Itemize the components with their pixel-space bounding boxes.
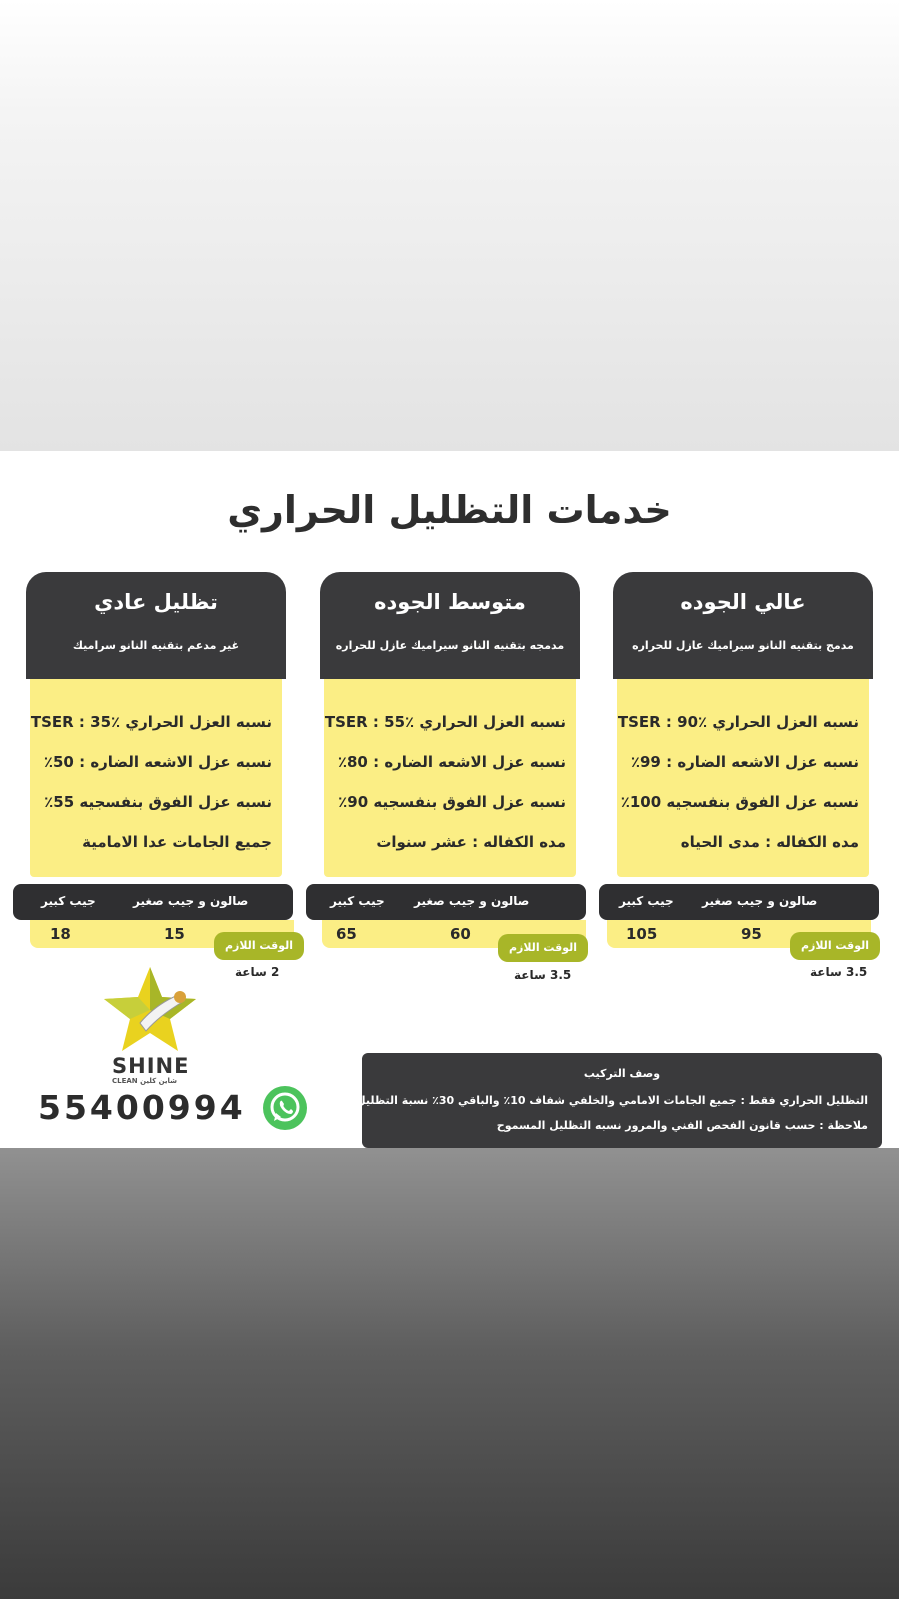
feature-tser: نسبه العزل الحراري TSER : 55٪ (324, 713, 566, 731)
feature-warranty: مده الكفاله : مدى الحياه (680, 833, 859, 851)
time-badge: الوقت اللازم (498, 934, 588, 962)
install-line-2: ملاحظة : حسب قانون الفحص الفني والمرور نسبه التظليل المسموح (496, 1119, 868, 1132)
card-subtitle: مدمج بتقنيه النانو سيراميك عازل للحراره (632, 639, 854, 652)
size-large-label: جيب كبير (330, 894, 385, 908)
size-small-label: صالون و جيب صغير (414, 894, 530, 908)
size-large-label: جيب كبير (41, 894, 96, 908)
card-subtitle: مدمجه بتقنيه النانو سيراميك عازل للحراره (335, 639, 565, 652)
feature-harmful-rays: نسبه عزل الاشعه الضاره : 99٪ (630, 753, 859, 771)
price-small: 60 (450, 925, 471, 943)
card-features (30, 679, 282, 877)
time-value: 3.5 ساعة (514, 968, 572, 982)
shine-logo-icon (100, 965, 200, 1055)
brand-name: SHINE (112, 1054, 190, 1078)
card-features (324, 679, 576, 877)
size-bar (13, 884, 293, 920)
price-large: 105 (626, 925, 658, 943)
price-large: 65 (336, 925, 357, 943)
card-header (613, 572, 873, 679)
feature-coverage: جميع الجامات عدا الامامية (82, 833, 272, 851)
size-small-label: صالون و جيب صغير (133, 894, 249, 908)
time-badge: الوقت اللازم (214, 932, 304, 960)
size-small-label: صالون و جيب صغير (702, 894, 818, 908)
card-name: عالي الجوده (680, 590, 806, 614)
phone-number[interactable]: 55400994 (38, 1088, 246, 1127)
time-badge: الوقت اللازم (790, 932, 880, 960)
card-name: متوسط الجوده (374, 590, 526, 614)
card-features (617, 679, 869, 877)
card-header (26, 572, 286, 679)
price-large: 18 (50, 925, 71, 943)
install-line-1: التظليل الحراري فقط : جميع الجامات الامامي والخلفي شفاف 10٪ والباقي 30٪ نسبة التظليل (356, 1094, 868, 1107)
card-subtitle: غير مدعم بتقنيه النانو سراميك (72, 639, 240, 652)
size-bar (306, 884, 586, 920)
price-small: 95 (741, 925, 762, 943)
brand-sub: CLEAN شاين كلين (112, 1077, 178, 1085)
bottom-background (0, 1148, 899, 1599)
install-title: وصف التركيب (583, 1067, 661, 1080)
size-bar (599, 884, 879, 920)
feature-harmful-rays: نسبه عزل الاشعه الضاره : 80٪ (337, 753, 566, 771)
page-title: خدمات التظليل الحراري (227, 488, 672, 532)
feature-tser: نسبه العزل الحراري TSER : 90٪ (617, 713, 859, 731)
feature-harmful-rays: نسبه عزل الاشعه الضاره : 50٪ (43, 753, 272, 771)
time-value: 2 ساعة (235, 965, 280, 979)
feature-tser: نسبه العزل الحراري TSER : 35٪ (30, 713, 272, 731)
feature-warranty: مده الكفاله : عشر سنوات (376, 833, 566, 851)
card-name: تظليل عادي (94, 590, 218, 614)
feature-uv: نسبه عزل الفوق بنفسجيه 90٪ (338, 793, 566, 811)
time-value: 3.5 ساعة (810, 965, 868, 979)
feature-uv: نسبه عزل الفوق بنفسجيه 100٪ (620, 793, 859, 811)
install-description (356, 1053, 882, 1148)
whatsapp-icon[interactable] (262, 1085, 308, 1131)
top-background (0, 0, 899, 451)
price-small: 15 (164, 925, 185, 943)
size-large-label: جيب كبير (619, 894, 674, 908)
feature-uv: نسبه عزل الفوق بنفسجيه 55٪ (44, 793, 272, 811)
card-header (320, 572, 580, 679)
